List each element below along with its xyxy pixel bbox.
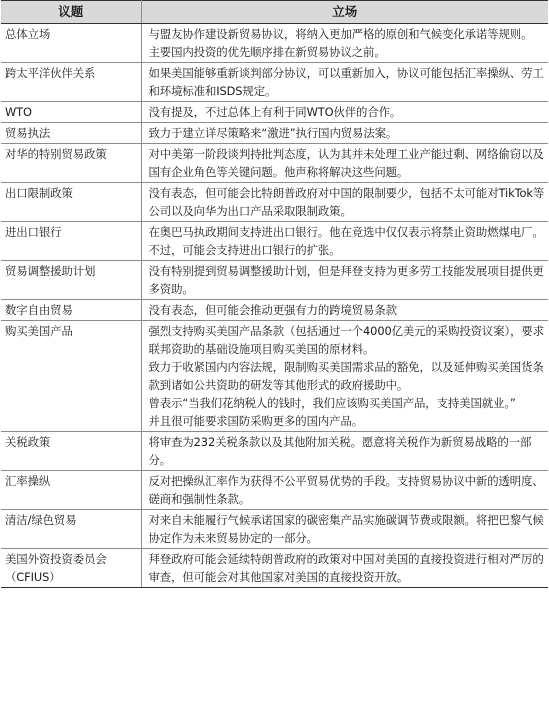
position-cell	[141, 24, 548, 63]
position-paragraph: 曾表示“当我们花纳税人的钱时，我们应该购买美国产品，支持美国就业。”	[148, 396, 516, 410]
table-body	[1, 24, 548, 588]
position-paragraph: 主要国内投资的优先顺序排在新贸易协议之前。	[148, 45, 386, 59]
position-paragraph: 对来自未能履行气候承诺国家的碳密集产品实施碳调节费或限额。将把巴黎气候协定作为未来贸易协定的一部分。	[148, 513, 544, 545]
table-row	[1, 471, 548, 510]
topic-cell: 清洁/绿色贸易	[1, 510, 141, 549]
position-cell	[141, 321, 548, 432]
table-row	[1, 432, 548, 471]
topic-cell: 美国外资投资委员会（CFIUS）	[1, 549, 141, 588]
position-cell	[141, 300, 548, 321]
position-cell	[141, 123, 548, 144]
position-paragraph: 拜登政府可能会延续特朗普政府的政策对中国对美国的直接投资进行相对严厉的审查，但可能会对其他国家对美国的直接投资开放。	[148, 552, 544, 584]
position-cell	[141, 549, 548, 588]
position-paragraph: 在奥巴马执政期间支持进出口银行。他在竞选中仅仅表示将禁止资助燃煤电厂。不过，可能会支持进出口银行的扩张。	[148, 225, 544, 257]
topic-cell: 关税政策	[1, 432, 141, 471]
topic-cell: 出口限制政策	[1, 183, 141, 222]
position-paragraph: 强烈支持购买美国产品条款（包括通过一个4000亿美元的采购投资议案），要求联邦资助的基础设施项目购买美国的原材料。	[148, 324, 544, 356]
position-paragraph: 并且很可能要求国防采购更多的国内产品。	[148, 414, 364, 428]
table-row	[1, 123, 548, 144]
position-cell	[141, 471, 548, 510]
topic-cell: 贸易执法	[1, 123, 141, 144]
position-cell	[141, 510, 548, 549]
topic-cell: 购买美国产品	[1, 321, 141, 432]
table-row	[1, 222, 548, 261]
table-row	[1, 24, 548, 63]
table-row	[1, 549, 548, 588]
table-row	[1, 321, 548, 432]
table-row	[1, 102, 548, 123]
table-row	[1, 300, 548, 321]
topic-cell: 进出口银行	[1, 222, 141, 261]
position-paragraph: 致力于建立详尽策略来“激进”执行国内贸易法案。	[148, 126, 398, 140]
position-paragraph: 将审查为232关税条款以及其他附加关税。愿意将关税作为新贸易战略的一部分。	[148, 435, 532, 467]
table-row	[1, 510, 548, 549]
position-paragraph: 没有提及，不过总体上有利于同WTO伙伴的合作。	[148, 105, 402, 119]
topic-cell: 贸易调整援助计划	[1, 261, 141, 300]
policy-table-container	[1, 0, 548, 588]
table-header-row	[1, 1, 548, 24]
position-paragraph: 与盟友协作建设新贸易协议，将纳入更加严格的原创和气候变化承诺等规则。	[148, 27, 533, 41]
position-cell	[141, 102, 548, 123]
column-header-topic: 议题	[1, 1, 141, 24]
position-cell	[141, 183, 548, 222]
topic-cell: 数字自由贸易	[1, 300, 141, 321]
position-paragraph: 致力于收紧国内内容法规，限制购买美国需求品的豁免，以及延伸购买美国货条款到诸如公共资助的研发等其他形式的政府援助中。	[148, 360, 544, 392]
position-cell	[141, 63, 548, 102]
table-row	[1, 63, 548, 102]
position-paragraph: 反对把操纵汇率作为获得不公平贸易优势的手段。支持贸易协议中新的透明度、磋商和强制性条款。	[148, 474, 544, 506]
position-paragraph: 对中美第一阶段谈判持批判态度，认为其并未处理工业产能过剩、网络偷窃以及国有企业角色等关键问题。他声称将解决这些问题。	[148, 147, 544, 179]
topic-cell: 对华的特别贸易政策	[1, 144, 141, 183]
column-header-position: 立场	[141, 1, 548, 24]
topic-cell: 汇率操纵	[1, 471, 141, 510]
position-cell	[141, 432, 548, 471]
position-cell	[141, 222, 548, 261]
policy-table	[1, 0, 548, 588]
position-cell	[141, 144, 548, 183]
table-row	[1, 183, 548, 222]
position-paragraph: 没有特别提到贸易调整援助计划，但是拜登支持为更多劳工技能发展项目提供更多资助。	[148, 264, 544, 296]
topic-cell: WTO	[1, 102, 141, 123]
position-cell	[141, 261, 548, 300]
topic-cell: 跨太平洋伙伴关系	[1, 63, 141, 102]
position-paragraph: 没有表态，但可能会推动更强有力的跨境贸易条款	[148, 303, 397, 317]
position-paragraph: 如果美国能够重新谈判部分协议，可以重新加入，协议可能包括汇率操纵、劳工和环境标准和ISDS规定。	[148, 66, 544, 98]
table-row	[1, 261, 548, 300]
table-row	[1, 144, 548, 183]
topic-cell: 总体立场	[1, 24, 141, 63]
position-paragraph: 没有表态，但可能会比特朗普政府对中国的限制要少，包括不太可能对TikTok等公司以及向华为出口产品采取限制政策。	[148, 186, 545, 218]
